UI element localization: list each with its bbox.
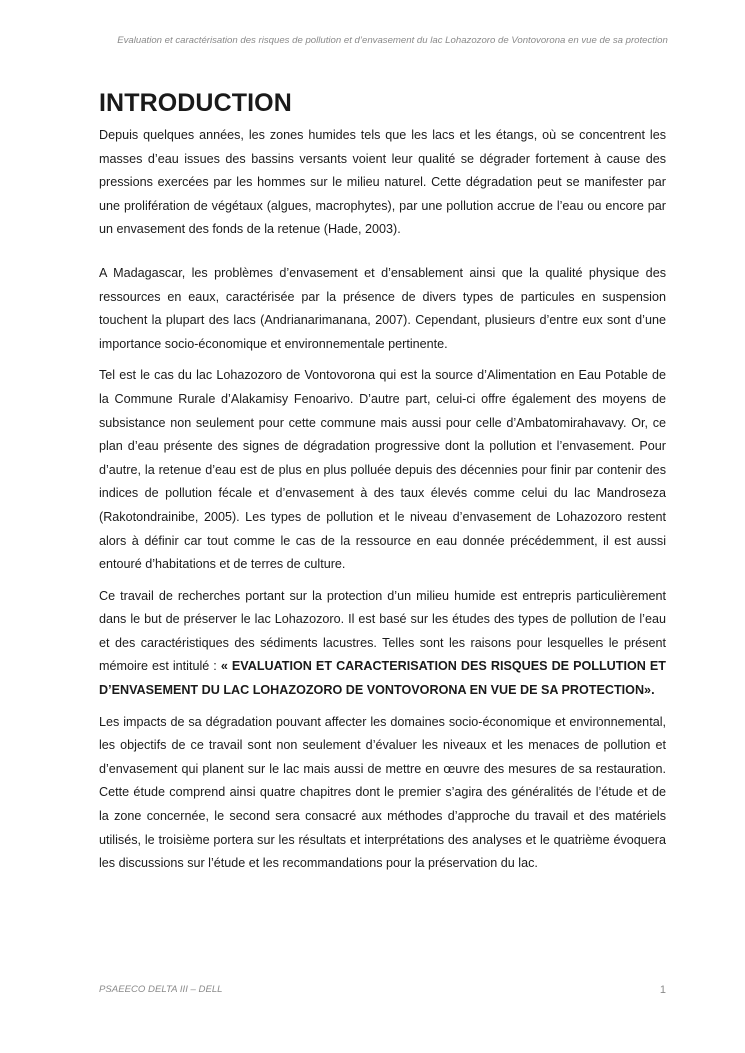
running-header: Evaluation et caractérisation des risques de pollution et d’envasement du lac Lohazozoro de Vontovorona en vue de sa protection xyxy=(117,35,668,46)
page-number: 1 xyxy=(659,984,666,996)
page-body xyxy=(99,88,666,884)
paragraph-4 xyxy=(99,585,666,703)
thesis-title: « EVALUATION ET CARACTERISATION DES RISQUES DE POLLUTION ET D’ENVASEMENT DU LAC LOHAZOZORO DE VONTOVORONA EN VUE DE SA PROTECTION». xyxy=(99,659,666,698)
paragraph-4-text: Ce travail de recherches portant sur la protection d’un milieu humide est entrepris particulièrement dans le but de préserver le lac Lohazozoro. Il est basé sur les études des types de pollution de l’eau et des caractéristiques des sédiments lacustres. Telles sont les raisons pour lesquelles le présent mémoire est intitulé : xyxy=(99,588,666,674)
paragraph-2: A Madagascar, les problèmes d’envasement et d’ensablement ainsi que la qualité physique des ressources en eaux, caractérisée par la présence de divers types de particules en suspension touchent la plupart des lacs (Andrianarimanana, 2007). Cependant, plusieurs d’entre eux sont d’une importance socio-économique et environnementale pertinente. xyxy=(99,265,666,351)
paragraph-3: Tel est le cas du lac Lohazozoro de Vontovorona qui est la source d’Alimentation en Eau Potable de la Commune Rurale d’Alakamisy Fenoarivo. D’autre part, celui-ci offre également des moyens de subsistance non seulement pour cette commune mais aussi pour celle d’Ambatomirahavavy. Or, ce plan d’eau présente des signes de dégradation progressive dont la pollution et l’envasement. Pour d’autre, la retenue d’eau est de plus en plus polluée depuis des décennies pour finir par contenir des indices de pollution fécale et d’envasement à des taux élevés comme celui du lac Mandroseza (Rakotondrainibe, 2005). Les types de pollution et le niveau d’envasement de Lohazozoro restent alors à définir car tout comme le cas de la ressource en eau donnée précédemment, il est aussi entouré d’habitations et de terres de culture. xyxy=(99,368,666,572)
paragraph-1: Depuis quelques années, les zones humides tels que les lacs et les étangs, où se concentrent les masses d’eau issues des bassins versants voient leur qualité se dégrader fortement à cause des pressions exercées par les hommes sur le milieu naturel. Cette dégradation peut se manifester par une prolifération de végétaux (algues, macrophytes), par une pollution accrue de l’eau ou encore par un envasement des fonds de la retenue (Hade, 2003). xyxy=(99,128,666,237)
section-title: INTRODUCTION xyxy=(99,89,292,117)
paragraph-5: Les impacts de sa dégradation pouvant affecter les domaines socio-économique et environnemental, les objectifs de ce travail sont non seulement d’évaluer les niveaux et les menaces de pollution et d’envasement qui planent sur le lac mais aussi de mettre en œuvre des mesures de sa restauration. Cette étude comprend ainsi quatre chapitres dont le premier s’agira des généralités de l’étude et de la zone concernée, le second sera consacré aux méthodes d’approche du travail et des matériels utilisés, le troisième portera sur les résultats et interprétations des analyses et le quatrième évoquera les discussions sur l’étude et les recommandations pour la préservation du lac. xyxy=(99,714,666,871)
footer-label: PSAEECO DELTA III – DELL xyxy=(99,984,223,995)
